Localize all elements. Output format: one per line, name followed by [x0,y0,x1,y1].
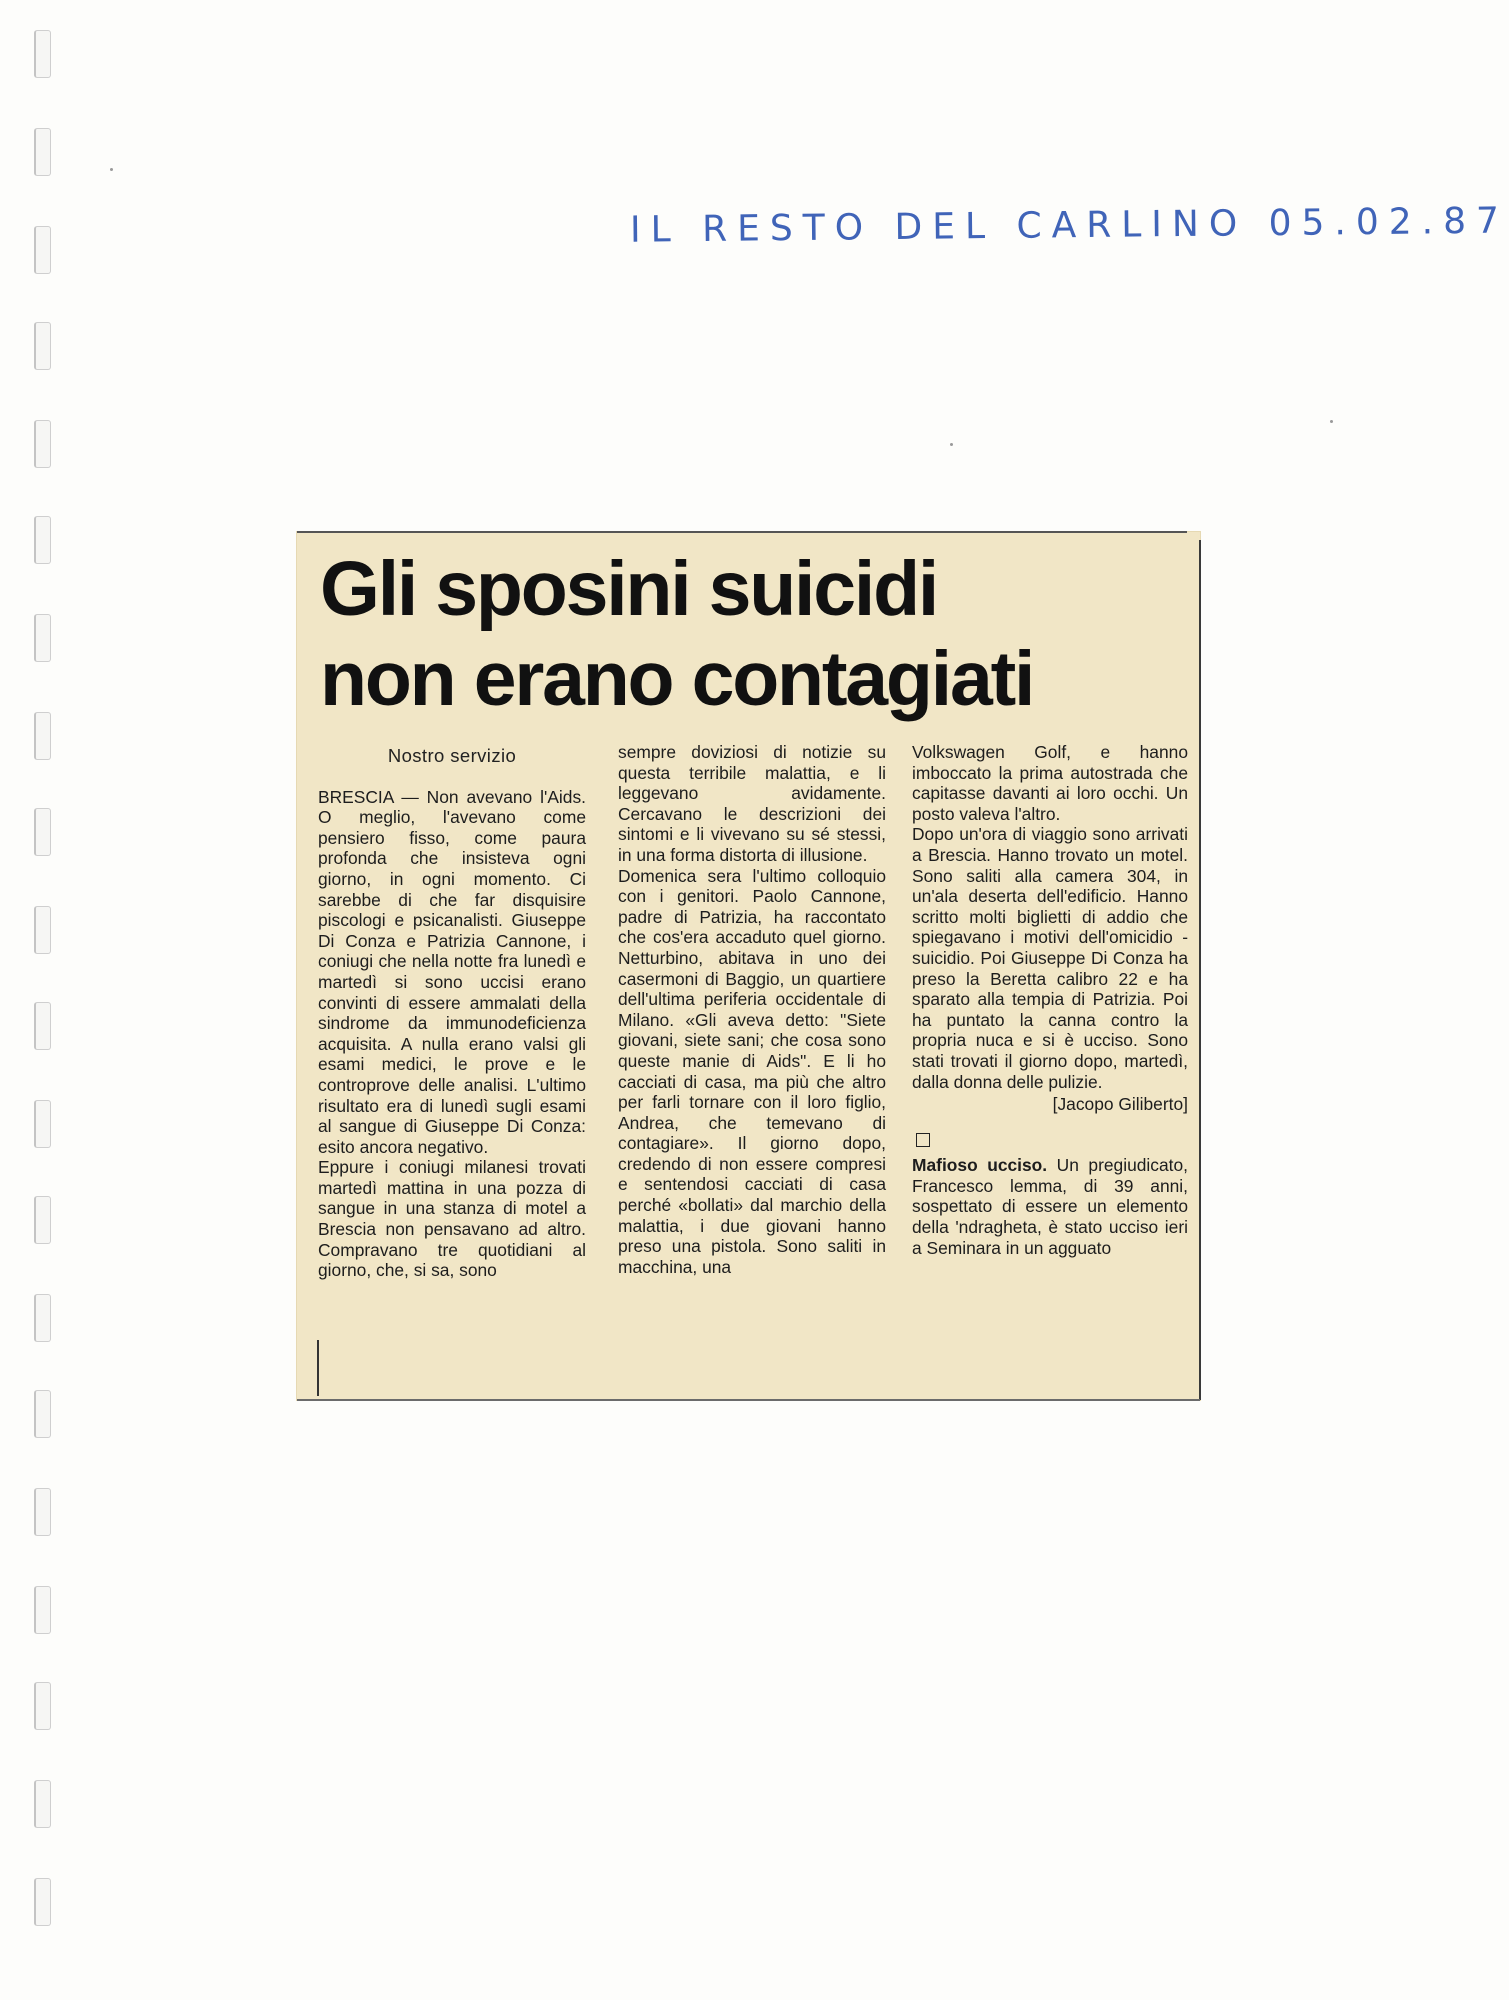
paper-speck [950,443,953,446]
section-square-icon [916,1133,930,1147]
article-headline [320,544,1200,724]
paragraph: BRESCIA — Non avevano l'Aids. O meglio, l'avevano come pensiero fisso, come paura profonda che insisteva ogni giorno, in ogni momento. Ci sarebbe di che far disquisire piscologi e psicanalisti. Giuseppe Di Conza e Patrizia Cannone, i coniugi che nella notte fra lunedì e martedì si sono uccisi erano convinti di essere ammalati della sindrome da immunodeficienza acquisita. A nulla erano valsi gli esami medici, le prove e le controprove delle analisi. L'ultimo risultato era di lunedì sugli esami al sangue di Giuseppe Di Conza: esito ancora negativo. [318,786,586,1157]
handwritten-source-note: IL RESTO DEL CARLINO 05.02.87 [629,200,1509,251]
brief-text: Un pregiudicato, Francesco lemma, di 39 anni, sospettato di essere un elemento della 'ndragheta, è stato ucciso ieri a Seminara in un agguato [912,1155,1188,1258]
author-signature: [Jacopo Giliberto] [1052,1094,1188,1115]
headline-line-1: Gli sposini suicidi [320,546,938,632]
paper-speck [1330,420,1333,423]
paragraph: Volkswagen Golf, e hanno imboccato la prima autostrada che capitasse davanti ai loro occhi. Un posto valeva l'altro. [912,742,1188,824]
paragraph: Domenica sera l'ultimo colloquio con i genitori. Paolo Cannone, padre di Patrizia, ha raccontato che cos'era accaduto quel giorno. Netturbino, abitava in uno dei casermoni di Baggio, un quartiere dell'ultima periferia occidentale di Milano. «Gli aveva detto: "Siete giovani, siete sani; che cosa sono queste manie di Aids". E li ho cacciati di casa, ma più che altro per farli tornare con il loro figlio, Andrea, che temevano di contagiare». Il giorno dopo, credendo di non essere compresi e sentendosi cacciati di casa perché «bollati» dal marchio della malattia, i due giovani hanno preso una pistola. Sono saliti in macchina, una [618,865,886,1277]
paper-speck [110,168,113,171]
clipping-top-rule [297,531,1187,533]
article-column-1 [318,742,586,1281]
article-column-3 [912,742,1188,1258]
clipping-bottom-rule [297,1399,1200,1401]
column-rule [317,1340,319,1396]
binder-holes [0,0,60,2000]
paragraph: Dopo un'ora di viaggio sono arrivati a Brescia. Hanno trovato un motel. Sono saliti alla camera 304, in un'ala deserta dell'edificio. Hanno scritto molti biglietti di addio che spiegavano i motivi dell'omicidio - suicidio. Poi Giuseppe Di Conza ha preso la Beretta calibro 22 e ha sparato alla tempia di Patrizia. Poi ha puntato la canna contro la propria nuca e si è ucciso. Sono stati trovati il giorno dopo, martedì, dalla donna delle pulizie. [912,824,1188,1092]
brief-title: Mafioso ucciso. [912,1155,1048,1176]
headline-line-2: non erano contagiati [320,636,1034,722]
news-brief [912,1155,1188,1258]
byline: Nostro servizio [387,745,517,766]
paragraph: Eppure i coniugi milanesi trovati martedì mattina in una pozza di sangue in una stanza di motel a Brescia non pensavano ad altro. Compravano tre quotidiani al giorno, che, si sa, sono [318,1157,586,1281]
article-column-2 [618,742,886,1277]
paragraph: sempre doviziosi di notizie su questa terribile malattia, e li leggevano avidamente. Cercavano le descrizioni dei sintomi e li vivevano su sé stessi, in una forma distorta di illusione. [618,742,886,865]
